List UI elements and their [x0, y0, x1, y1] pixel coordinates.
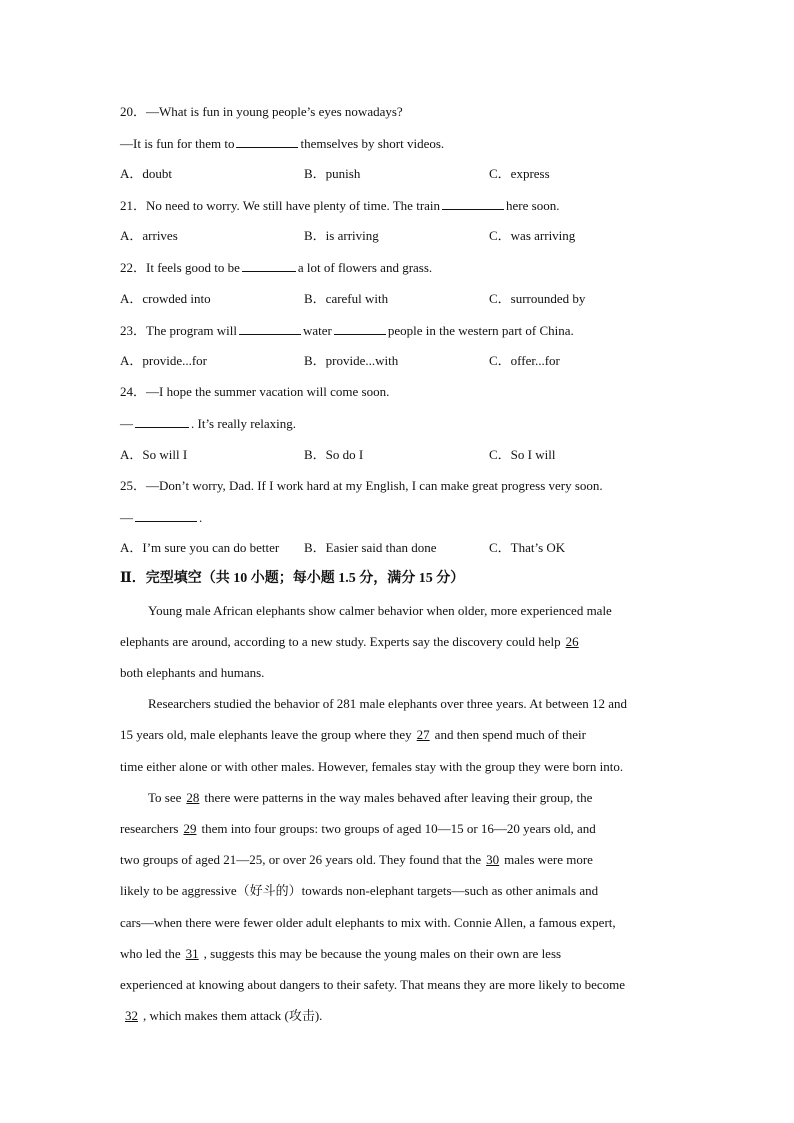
passage-line: Researchers studied the behavior of 281 male elephants over three years. At between 12 and	[148, 696, 628, 711]
cloze-blank-27[interactable]: 27	[416, 727, 430, 742]
option-a[interactable]: A．doubt	[120, 166, 173, 181]
passage-line: both elephants and humans.	[120, 665, 265, 680]
cloze-blank-30[interactable]: 30	[486, 852, 500, 867]
passage-line: time either alone or with other males. However, females stay with the group they were born into.	[120, 759, 624, 774]
option-b[interactable]: B．So do I	[304, 447, 364, 462]
option-c[interactable]: C．surrounded by	[489, 291, 586, 306]
option-c[interactable]: C．That’s OK	[489, 540, 566, 555]
answer-blank[interactable]	[239, 322, 301, 335]
question-24-response: — . It’s really relaxing.	[120, 416, 297, 431]
option-a[interactable]: A．I’m sure you can do better	[120, 540, 280, 555]
option-a[interactable]: A．crowded into	[120, 291, 211, 306]
option-b[interactable]: B．is arriving	[304, 228, 379, 243]
question-text: 20．—What is fun in young people’s eyes nowadays?	[120, 104, 403, 119]
passage-line: Young male African elephants show calmer behavior when older, more experienced male	[148, 603, 612, 618]
cloze-blank-26[interactable]: 26	[565, 634, 579, 649]
option-a[interactable]: A．arrives	[120, 228, 178, 243]
cloze-blank-31[interactable]: 31	[185, 946, 199, 961]
passage-line: two groups of aged 21—25, or over 26 years old. They found that the 30 males were more	[120, 852, 593, 867]
passage-line: cars—when there were fewer older adult elephants to mix with. Connie Allen, a famous expert,	[120, 915, 616, 930]
answer-blank[interactable]	[236, 135, 298, 148]
question-20-stem	[120, 104, 684, 120]
option-a[interactable]: A．provide...for	[120, 353, 208, 368]
question-21-stem: 21．No need to worry. We still have plenty of time. The train here soon.	[120, 198, 560, 213]
answer-blank[interactable]	[442, 197, 504, 210]
passage-line: likely to be aggressive（好斗的）towards non-elephant targets—such as other animals and	[120, 883, 599, 898]
option-c[interactable]: C．offer...for	[489, 353, 560, 368]
question-24-stem: 24．—I hope the summer vacation will come soon.	[120, 384, 390, 399]
section-heading: Ⅱ．完型填空（共 10 小题；每小题 1.5 分，满分 15 分）	[120, 571, 465, 586]
option-c[interactable]: C．express	[489, 166, 550, 181]
cloze-blank-29[interactable]: 29	[183, 821, 197, 836]
option-b[interactable]: B．punish	[304, 166, 361, 181]
answer-blank[interactable]	[135, 509, 197, 522]
question-22-stem: 22．It feels good to be a lot of flowers and grass.	[120, 260, 433, 275]
cloze-blank-28[interactable]: 28	[186, 790, 200, 805]
answer-blank[interactable]	[334, 322, 386, 335]
passage-line: To see 28 there were patterns in the way males behaved after leaving their group, the	[148, 790, 593, 805]
option-c[interactable]: C．was arriving	[489, 228, 576, 243]
question-25-response: — .	[120, 510, 203, 525]
option-a[interactable]: A．So will I	[120, 447, 188, 462]
option-b[interactable]: B．careful with	[304, 291, 389, 306]
passage-line: experienced at knowing about dangers to their safety. That means they are more likely to become	[120, 977, 626, 992]
passage-line: who led the 31 , suggests this may be because the young males on their own are less	[120, 946, 562, 961]
passage-line: 15 years old, male elephants leave the group where they 27 and then spend much of their	[120, 727, 586, 742]
question-20-response: —It is fun for them to themselves by short videos.	[120, 136, 445, 151]
passage-line: elephants are around, according to a new study. Experts say the discovery could help 26	[120, 634, 684, 650]
answer-blank[interactable]	[135, 415, 189, 428]
question-23-stem: 23．The program will water people in the western part of China.	[120, 323, 574, 338]
option-b[interactable]: B．Easier said than done	[304, 540, 437, 555]
option-c[interactable]: C．So I will	[489, 447, 556, 462]
cloze-blank-32[interactable]: 32	[125, 1008, 138, 1023]
passage-line: researchers 29 them into four groups: two groups of aged 10—15 or 16—20 years old, and	[120, 821, 596, 836]
answer-blank[interactable]	[242, 259, 296, 272]
option-b[interactable]: B．provide...with	[304, 353, 399, 368]
passage-line: 32 , which makes them attack (攻击).	[120, 1008, 684, 1024]
question-25-stem: 25．—Don’t worry, Dad. If I work hard at my English, I can make great progress very soon.	[120, 478, 603, 493]
